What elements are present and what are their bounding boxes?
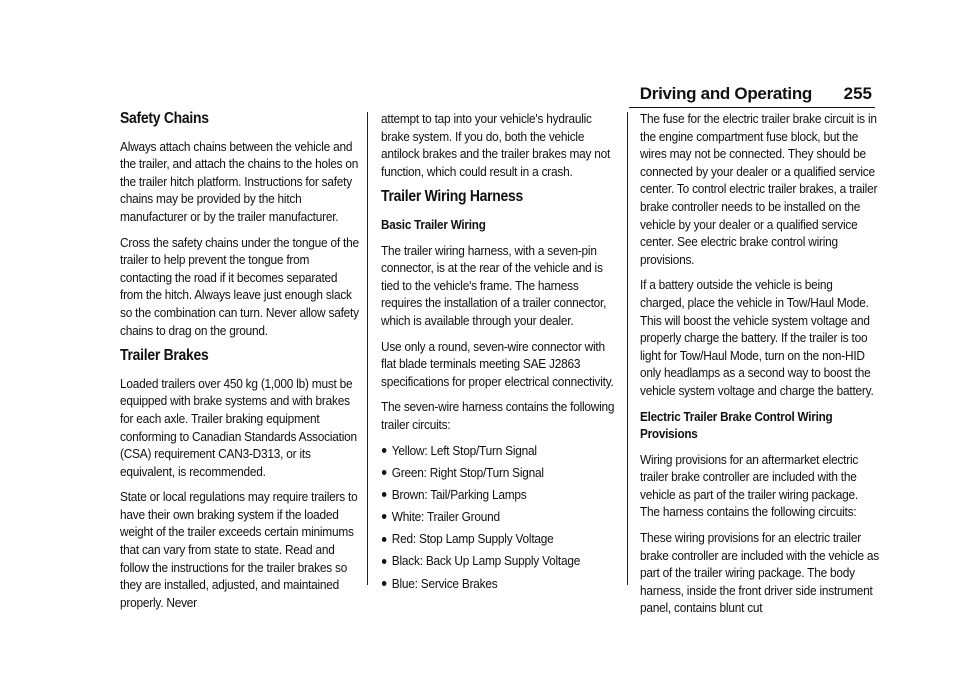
provisions-paragraph-2: These wiring provisions for an electric trailer brake controller are included with the vehicle as part of the trailer wiring package. The body harness, inside the front driver side instrument panel, contains blunt cut xyxy=(640,530,880,616)
column-divider-2 xyxy=(627,112,628,585)
section-title: Driving and Operating xyxy=(639,84,812,103)
circuit-label: Brown: Tail/Parking Lamps xyxy=(391,486,527,502)
safety-chains-paragraph-2: Cross the safety chains under the tongue of the trailer to help prevent the tongue from contacting the road if it becomes separated from the hitch. Always leave just enough slack so the combination can turn. Never allow safety chains to drag on the ground. xyxy=(120,234,359,338)
bullet-icon xyxy=(382,559,387,564)
column-3 xyxy=(640,110,880,625)
bullet-icon xyxy=(382,470,387,475)
safety-chains-paragraph-1: Always attach chains between the vehicle and the trailer, and attach the chains to the holes on the trailer hitch platform. Instructions for safety chains may be provided by the hitch manufacturer or by the trailer manufacturer. xyxy=(120,138,359,224)
circuit-label: Black: Back Up Lamp Supply Voltage xyxy=(391,553,581,569)
page-header xyxy=(0,84,960,108)
basic-wiring-subheading: Basic Trailer Wiring xyxy=(381,216,486,232)
column-1 xyxy=(120,110,359,619)
bullet-icon xyxy=(382,448,387,453)
harness-paragraph-2: Use only a round, seven-wire connector with flat blade terminals meeting SAE J2863 specifications for proper electrical connectivity. xyxy=(381,338,614,389)
column-2 xyxy=(381,110,615,597)
fuse-paragraph: The fuse for the electric trailer brake circuit is in the engine compartment fuse block, but the wires may not be connected. They should be connected by your dealer or a qualified service center. To control electric trailer brakes, a trailer brake controller needs to be installed on the vehicle by your dealer or a qualified service center. See electric brake control wiring provisions. xyxy=(640,111,878,267)
circuit-list xyxy=(381,442,597,593)
provisions-paragraph-1: Wiring provisions for an aftermarket electric trailer brake controller are included with the vehicle as part of the trailer wiring package. The harness contains the following circuits: xyxy=(640,451,859,520)
battery-paragraph: If a battery outside the vehicle is being charged, place the vehicle in Tow/Haul Mode. This will boost the vehicle system voltage and properly charge the battery. If the trailer is too light for Tow/Haul Mode, turn on the non-HID only headlamps as a second way to boost the vehicle system voltage and charge the battery. xyxy=(640,277,874,398)
column-divider-1 xyxy=(367,112,368,585)
harness-paragraph-1: The trailer wiring harness, with a seven-pin connector, is at the rear of the vehicle and is tied to the vehicle's frame. The harness requires the installation of a trailer connector, which is available through your dealer. xyxy=(381,242,607,328)
list-item xyxy=(381,530,620,548)
list-item xyxy=(381,575,620,593)
header-rule xyxy=(629,107,875,108)
bullet-icon xyxy=(382,581,387,586)
trailer-brakes-paragraph-2: State or local regulations may require trailers to have their own braking system if the loaded weight of the trailer exceeds certain minimums that can vary from state to state. Read and follow the instructions for the trailer brakes so they are installed, adjusted, and maintained properly. Never xyxy=(120,489,358,610)
bullet-icon xyxy=(382,514,387,519)
list-item xyxy=(381,486,620,504)
list-item xyxy=(381,442,620,460)
circuit-label: Green: Right Stop/Turn Signal xyxy=(391,464,544,480)
trailer-brakes-heading: Trailer Brakes xyxy=(120,347,209,365)
circuit-label: Blue: Service Brakes xyxy=(391,575,498,591)
safety-chains-heading: Safety Chains xyxy=(120,110,209,127)
list-item xyxy=(381,552,620,570)
bullet-icon xyxy=(382,537,387,542)
page-number: 255 xyxy=(843,84,872,103)
trailer-brakes-paragraph-1: Loaded trailers over 450 kg (1,000 lb) must be equipped with brake systems and with brakes for each axle. Trailer braking equipment conforming to Canadian Standards Association (CSA) requirement CAN3-D313, or its equivalent, is recommended. xyxy=(120,375,357,479)
list-item xyxy=(381,464,620,482)
circuit-label: Red: Stop Lamp Supply Voltage xyxy=(391,531,554,547)
brakes-continued-paragraph: attempt to tap into your vehicle's hydraulic brake system. If you do, both the vehicle antilock brakes and the trailer brakes may not function, which could result in a crash. xyxy=(381,111,611,179)
wiring-harness-heading: Trailer Wiring Harness xyxy=(381,188,524,206)
bullet-icon xyxy=(382,492,387,497)
circuit-label: Yellow: Left Stop/Turn Signal xyxy=(391,442,537,458)
provisions-subheading: Electric Trailer Brake Control Wiring Provisions xyxy=(640,408,833,442)
circuit-label: White: Trailer Ground xyxy=(391,509,500,525)
harness-paragraph-3: The seven-wire harness contains the following trailer circuits: xyxy=(381,399,615,432)
list-item xyxy=(381,508,620,526)
